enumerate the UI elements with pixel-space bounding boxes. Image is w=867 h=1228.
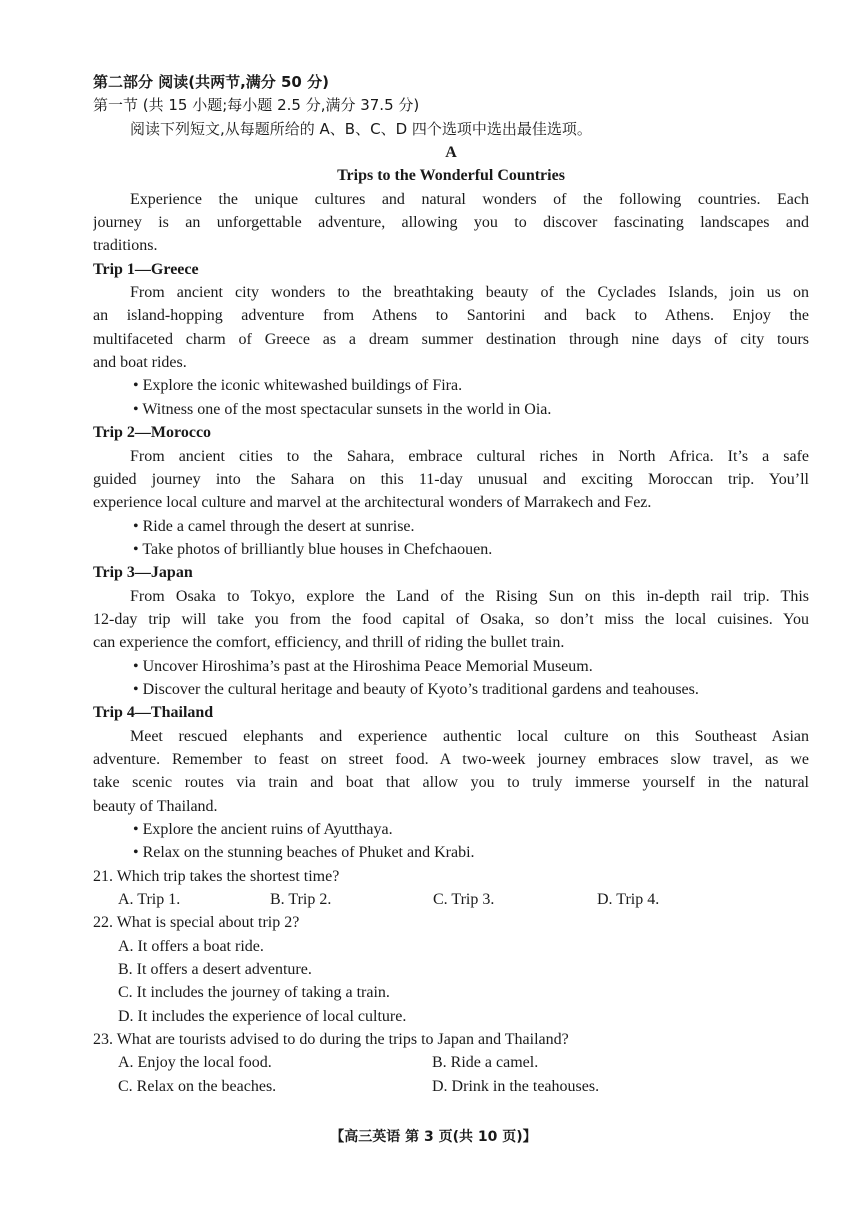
question-option: A. Trip 1. [118,891,181,909]
question-option: C. Trip 3. [433,891,495,909]
trip-heading: Trip 3—Japan [93,564,193,582]
question-options-row [93,1051,809,1074]
trip-paragraph-line: 12-day trip will take you from the food capital of Osaka, so don’t miss the local cuisines. You [93,610,809,628]
passage-title: Trips to the Wonderful Countries [337,167,565,185]
trip-paragraph-line: an island-hopping adventure from Athens to Santorini and back to Athens. Enjoy the [93,307,809,325]
trip-bullet: • Take photos of brilliantly blue houses in Chefchaouen. [133,540,493,558]
trip-bullet: • Ride a camel through the desert at sunrise. [133,517,415,535]
part-heading: 第二部分 阅读(共两节,满分 50 分) [93,73,329,91]
trip-heading: Trip 2—Morocco [93,424,212,442]
intro-line: journey is an unforgettable adventure, allowing you to discover fascinating landscapes and [93,214,809,232]
instructions: 阅读下列短文,从每题所给的 A、B、C、D 四个选项中选出最佳选项。 [130,119,592,138]
trip-bullet: • Witness one of the most spectacular sunsets in the world in Oia. [133,400,552,418]
question-option: D. Trip 4. [597,891,660,909]
question-stem: 22. What is special about trip 2? [93,914,300,932]
trip-bullet: • Discover the cultural heritage and beauty of Kyoto’s traditional gardens and teahouses. [133,680,699,698]
trip-paragraph-line: From Osaka to Tokyo, explore the Land of the Rising Sun on this in-depth rail trip. This [130,587,809,605]
question-option: C. Relax on the beaches. [118,1077,277,1095]
trip-heading: Trip 1—Greece [93,260,199,278]
trip-bullet: • Uncover Hiroshima’s past at the Hiroshima Peace Memorial Museum. [133,657,593,675]
trip-paragraph-line: adventure. Remember to feast on street food. A two-week journey embraces slow travel, as we [93,750,809,768]
trip-bullet: • Explore the ancient ruins of Ayutthaya. [133,821,393,838]
trip-paragraph-line: multifaceted charm of Greece as a dream summer destination through nine days of city tours [93,330,809,348]
question-stem: 23. What are tourists advised to do during the trips to Japan and Thailand? [93,1031,569,1049]
question-options-row [93,1075,809,1098]
question-option: B. It offers a desert adventure. [118,961,312,979]
question-option: A. It offers a boat ride. [118,937,264,955]
trip-paragraph-line: From ancient cities to the Sahara, embrace cultural riches in North Africa. It’s a safe [130,447,809,465]
question-option: B. Trip 2. [270,891,332,909]
question-option: D. It includes the experience of local culture. [118,1007,407,1025]
passage-label: A [445,144,457,162]
trip-paragraph-line: From ancient city wonders to the breathtaking beauty of the Cyclades Islands, join us on [130,284,809,302]
question-stem: 21. Which trip takes the shortest time? [93,867,340,885]
trip-paragraph-line: experience local culture and marvel at the architectural wonders of Marrakech and Fez. [93,494,652,512]
question-option: B. Ride a camel. [432,1054,539,1072]
question-option: A. Enjoy the local food. [118,1054,272,1072]
trip-bullet: • Explore the iconic whitewashed buildings of Fira. [133,377,463,395]
trip-paragraph-line: guided journey into the Sahara on this 11-day unusual and exciting Moroccan trip. You’ll [93,470,809,488]
trip-paragraph-line: beauty of Thailand. [93,797,218,815]
trip-bullet: • Relax on the stunning beaches of Phuket and Krabi. [133,844,475,862]
trip-heading: Trip 4—Thailand [93,704,214,722]
intro-line: Experience the unique cultures and natural wonders of the following countries. Each [130,190,809,208]
intro-line: traditions. [93,237,158,255]
question-option: D. Drink in the teahouses. [432,1077,600,1095]
section-heading: 第一节 (共 15 小题;每小题 2.5 分,满分 37.5 分) [93,96,420,115]
trip-paragraph-line: Meet rescued elephants and experience authentic local culture on this Southeast Asian [130,727,809,745]
question-option: C. It includes the journey of taking a train. [118,984,390,1002]
page-footer: 【高三英语 第 3 页(共 10 页)】 [330,1129,537,1145]
trip-paragraph-line: can experience the comfort, efficiency, and thrill of riding the bullet train. [93,634,565,652]
exam-page [93,71,809,1098]
question-options-row [93,888,809,911]
trip-paragraph-line: take scenic routes via train and boat that allow you to truly immerse yourself in the natural [93,774,809,792]
trip-paragraph-line: and boat rides. [93,354,187,372]
